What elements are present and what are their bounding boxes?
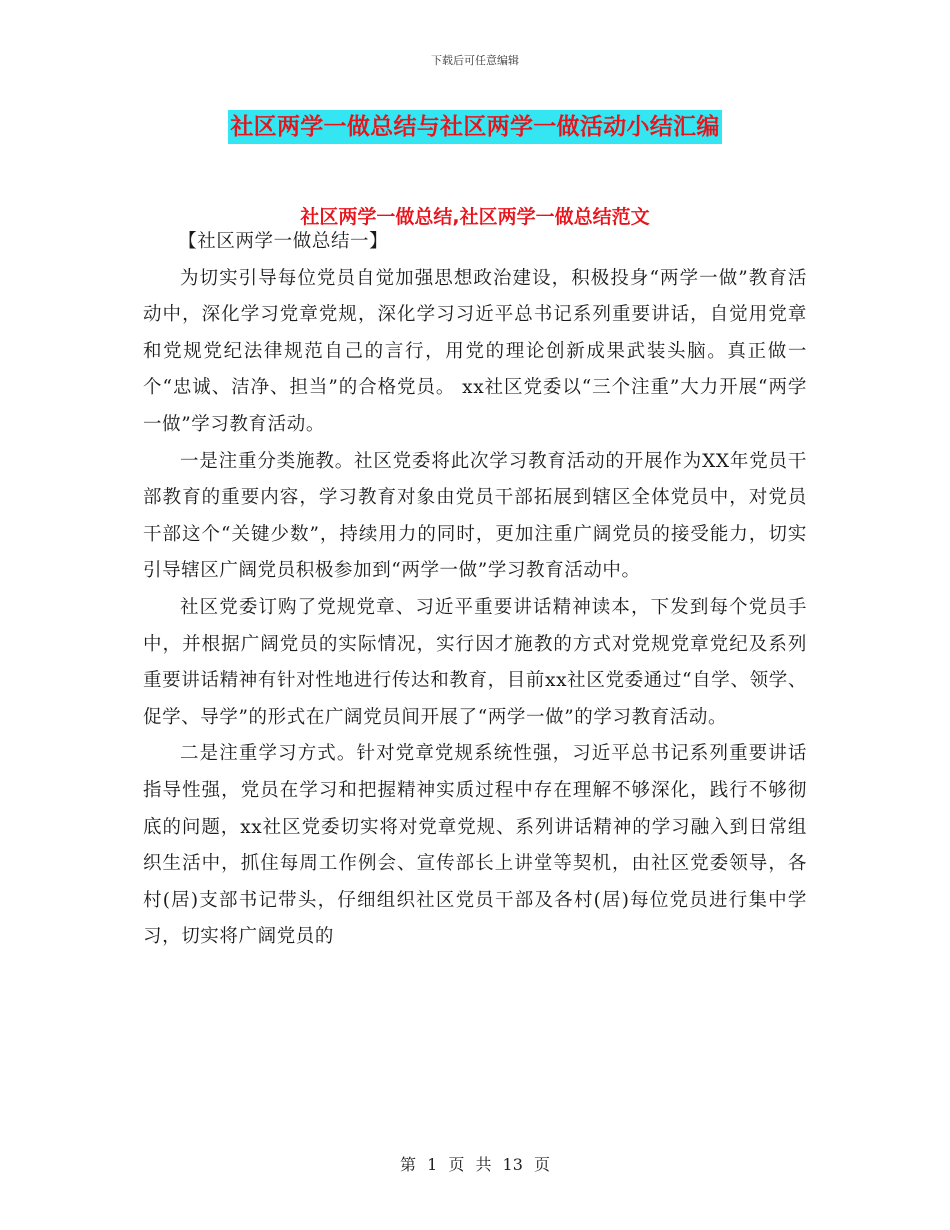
- paragraph: 二是注重学习方式。针对党章党规系统性强，习近平总书记系列重要讲话指导性强，党员在学习和把握精神实质过程中存在理解不够深化，践行不够彻底的问题，xx社区党委切实将对党章党规、系列讲话精神的学习融入到日常组织生活中，抓住每周工作例会、宣传部长上讲堂等契机，由社区党委领导，各村(居)支部书记带头，仔细组织社区党员干部及各村(居)每位党员进行集中学习，切实将广阔党员的: [143, 743, 807, 948]
- sub-title: 社区两学一做总结,社区两学一做总结范文: [300, 206, 650, 228]
- main-title: 社区两学一做总结与社区两学一做活动小结汇编: [228, 110, 721, 144]
- paragraph: 为切实引导每位党员自觉加强思想政治建设，积极投身“两学一做”教育活动中，深化学习党章党规，深化学习习近平总书记系列重要讲话，自觉用党章和党规党纪法律规范自己的言行，用党的理论创新成果武装头脑。真正做一个“忠诚、洁净、担当”的合格党员。 xx社区党委以“三个注重”大力开展“两学一做”学习教育活动。: [143, 267, 807, 435]
- page-footer-indicator: 第 1 页 共 13 页: [400, 1155, 550, 1174]
- page-header-note: 下载后可任意编辑: [431, 54, 519, 67]
- section-label: 【社区两学一做总结一】: [178, 231, 389, 252]
- paragraph: 社区党委订购了党规党章、习近平重要讲话精神读本，下发到每个党员手中，并根据广阔党员的实际情况，实行因才施教的方式对党规党章党纪及系列重要讲话精神有针对性地进行传达和教育，目前xx社区党委通过“自学、领学、促学、导学”的形式在广阔党员间开展了“两学一做”的学习教育活动。: [143, 596, 807, 728]
- main-title-container: [0, 110, 950, 144]
- document-body: [143, 224, 807, 956]
- paragraph: 一是注重分类施教。社区党委将此次学习教育活动的开展作为XX年党员干部教育的重要内容，学习教育对象由党员干部拓展到辖区全体党员中，对党员干部这个“关键少数”，持续用力的同时，更加注重广阔党员的接受能力，切实引导辖区广阔党员积极参加到“两学一做”学习教育活动中。: [143, 450, 807, 582]
